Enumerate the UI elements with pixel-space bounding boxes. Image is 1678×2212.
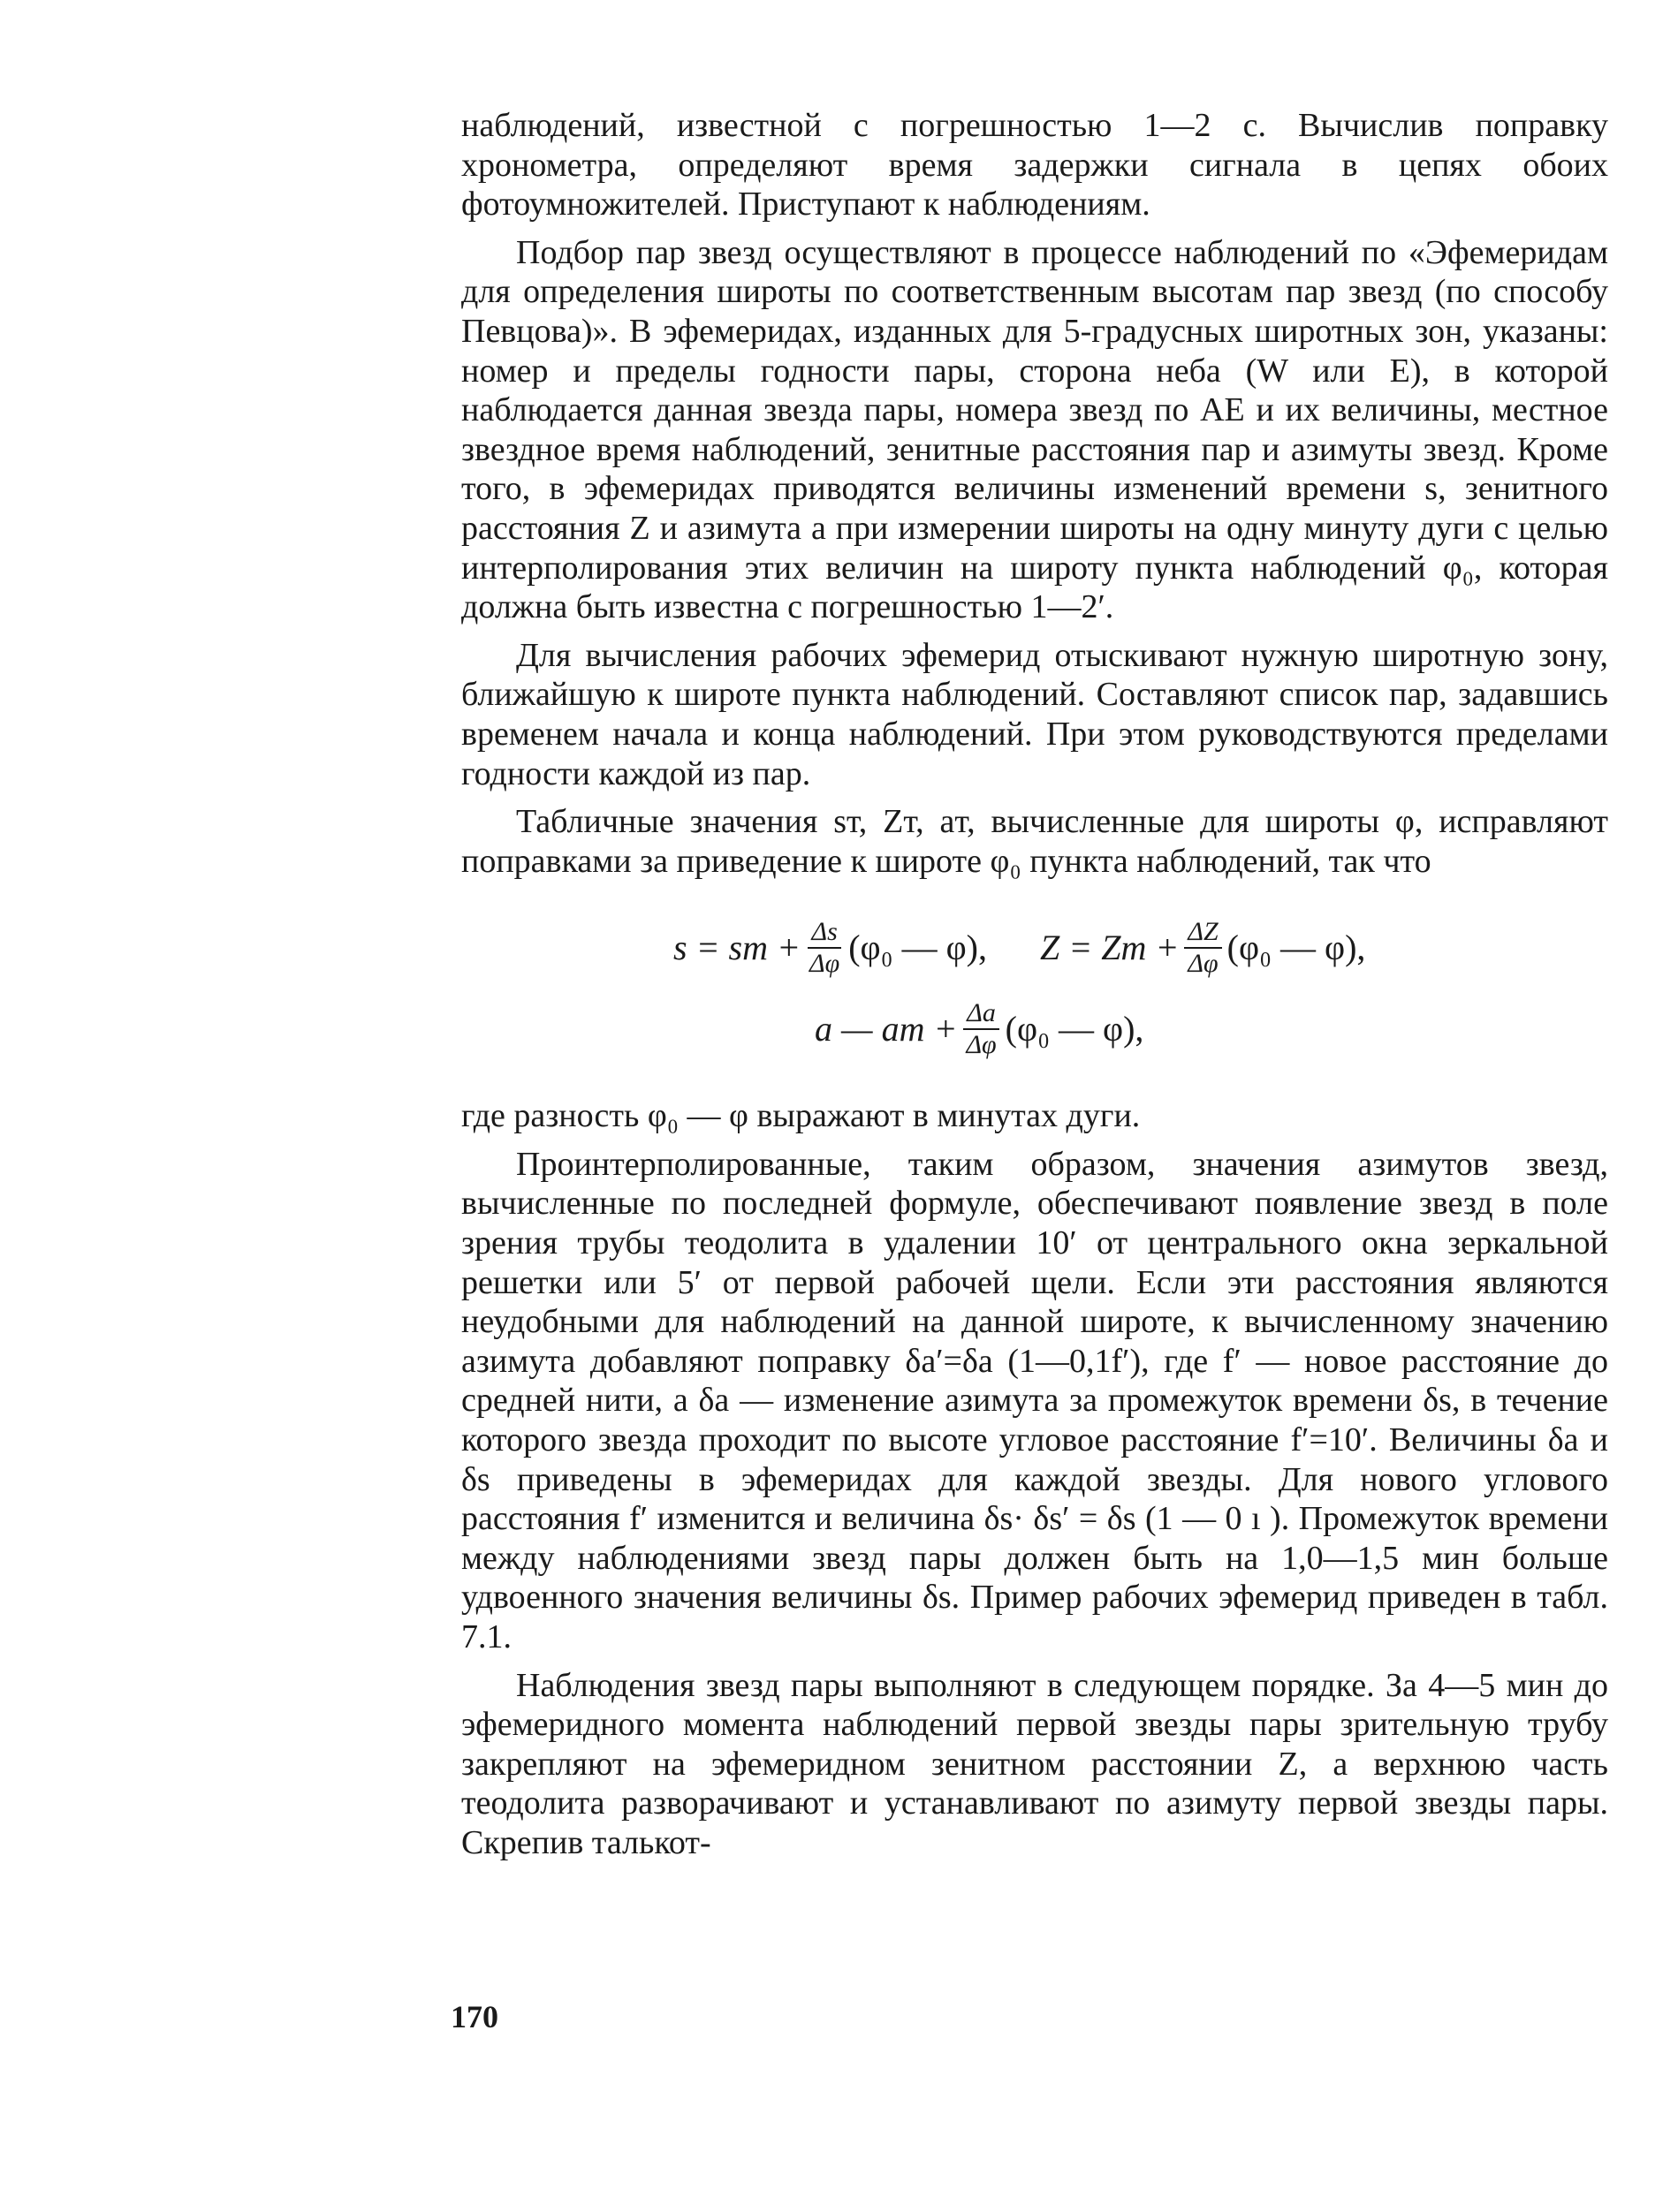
page-number: 170 bbox=[451, 1999, 498, 2034]
fraction-denominator: Δφ bbox=[809, 949, 840, 979]
fraction-numerator: Δs bbox=[808, 919, 840, 949]
fraction-ds-dphi bbox=[806, 919, 843, 977]
formula-z-factor: (φ₀ — φ), bbox=[1226, 928, 1366, 968]
fraction-da-dphi bbox=[962, 1000, 999, 1058]
paragraph-1: наблюдений, известной с погрешностью 1—2 с. Вычислив поправку хронометра, определяют время задержки сигнала в цепях обоих фотоумножителей. Приступают к наблюдениям. bbox=[461, 107, 1608, 223]
formula-a-factor: (φ₀ — φ), bbox=[1005, 1009, 1144, 1049]
fraction-denominator: Δφ bbox=[966, 1030, 997, 1060]
formula-row-2 bbox=[461, 989, 1608, 1070]
formula-s-factor: (φ₀ — φ), bbox=[848, 928, 987, 968]
fraction-numerator: ΔZ bbox=[1184, 919, 1221, 949]
formula-block bbox=[461, 907, 1608, 1070]
page-body bbox=[461, 106, 1608, 1863]
paragraph-5: где разность φ₀ — φ выражают в минутах дуги. bbox=[461, 1097, 1141, 1135]
paragraph-7: Наблюдения звезд пары выполняют в следующем порядке. За 4—5 мин до эфемеридного момента наблюдений первой звезды пары зрительную трубу закрепляют на эфемеридном зенитном расстоянии Z, а верхнюю часть теодолита разворачивают и устанавливают по азимуту первой звезды пары. Скрепив талькот- bbox=[461, 1666, 1608, 1861]
formula-s-lhs: s = sт + bbox=[673, 928, 801, 968]
fraction-dz-dphi bbox=[1184, 919, 1221, 977]
formula-a-lhs: a — aт + bbox=[815, 1009, 958, 1049]
paragraph-4: Табличные значения sт, Zт, aт, вычисленные для широты φ, исправляют поправками за приведение к широте φ₀ пункта наблюдений, так что bbox=[461, 803, 1608, 880]
paragraph-6: Проинтерполированные, таким образом, значения азимутов звезд, вычисленные по последней формуле, обеспечивают появление звезд в поле зрения трубы теодолита в удалении 10′ от центрального окна зеркальной решетки или 5′ от первой рабочей щели. Если эти расстояния являются неудобными для наблюдений на данной широте, к вычисленному значению азимута добавляют поправку δa′=δa (1—0,1f′), где f′ — новое расстояние до средней нити, а δa — изменение азимута за промежуток времени δs, в течение которого звезда проходит по высоте угловое расстояние f′=10′. Величины δa и δs приведены в эфемеридах для каждой звезды. Для нового углового расстояния f′ изменится и величина δs· δs′ = δs (1 — 0 ı ). Промежуток времени между наблюдениями звезд пары должен быть на 1,0—1,5 мин больше удвоенного значения величины δs. Пример рабочих эфемерид приведен в табл. 7.1. bbox=[461, 1145, 1608, 1655]
formula-z-lhs: Z = Zт + bbox=[1040, 928, 1180, 968]
fraction-denominator: Δφ bbox=[1188, 949, 1219, 979]
formula-row-1 bbox=[461, 907, 1608, 989]
paragraph-2: Подбор пар звезд осуществляют в процессе наблюдений по «Эфемеридам для определения широты по соответственным высотам пар звезд (по способу Певцова)». В эфемеридах, изданных для 5-градусных широтных зон, указаны: номер и пределы годности пары, сторона неба (W или E), в которой наблюдается данная звезда пары, номера звезд по АЕ и их величины, местное звездное время наблюдений, зенитные расстояния пар и азимуты звезд. Кроме того, в эфемеридах приводятся величины изменений времени s, зенитного расстояния Z и азимута a при измерении широты на одну минуту дуги с целью интерполирования этих величин на широту пункта наблюдений φ₀, которая должна быть известна с погрешностью 1—2′. bbox=[461, 233, 1608, 626]
fraction-numerator: Δa bbox=[963, 1000, 999, 1030]
paragraph-3: Для вычисления рабочих эфемерид отыскивают нужную широтную зону, ближайшую к широте пункта наблюдений. Составляют список пар, задавшись временем начала и конца наблюдений. При этом руководствуются пределами годности каждой из пар. bbox=[461, 636, 1608, 792]
